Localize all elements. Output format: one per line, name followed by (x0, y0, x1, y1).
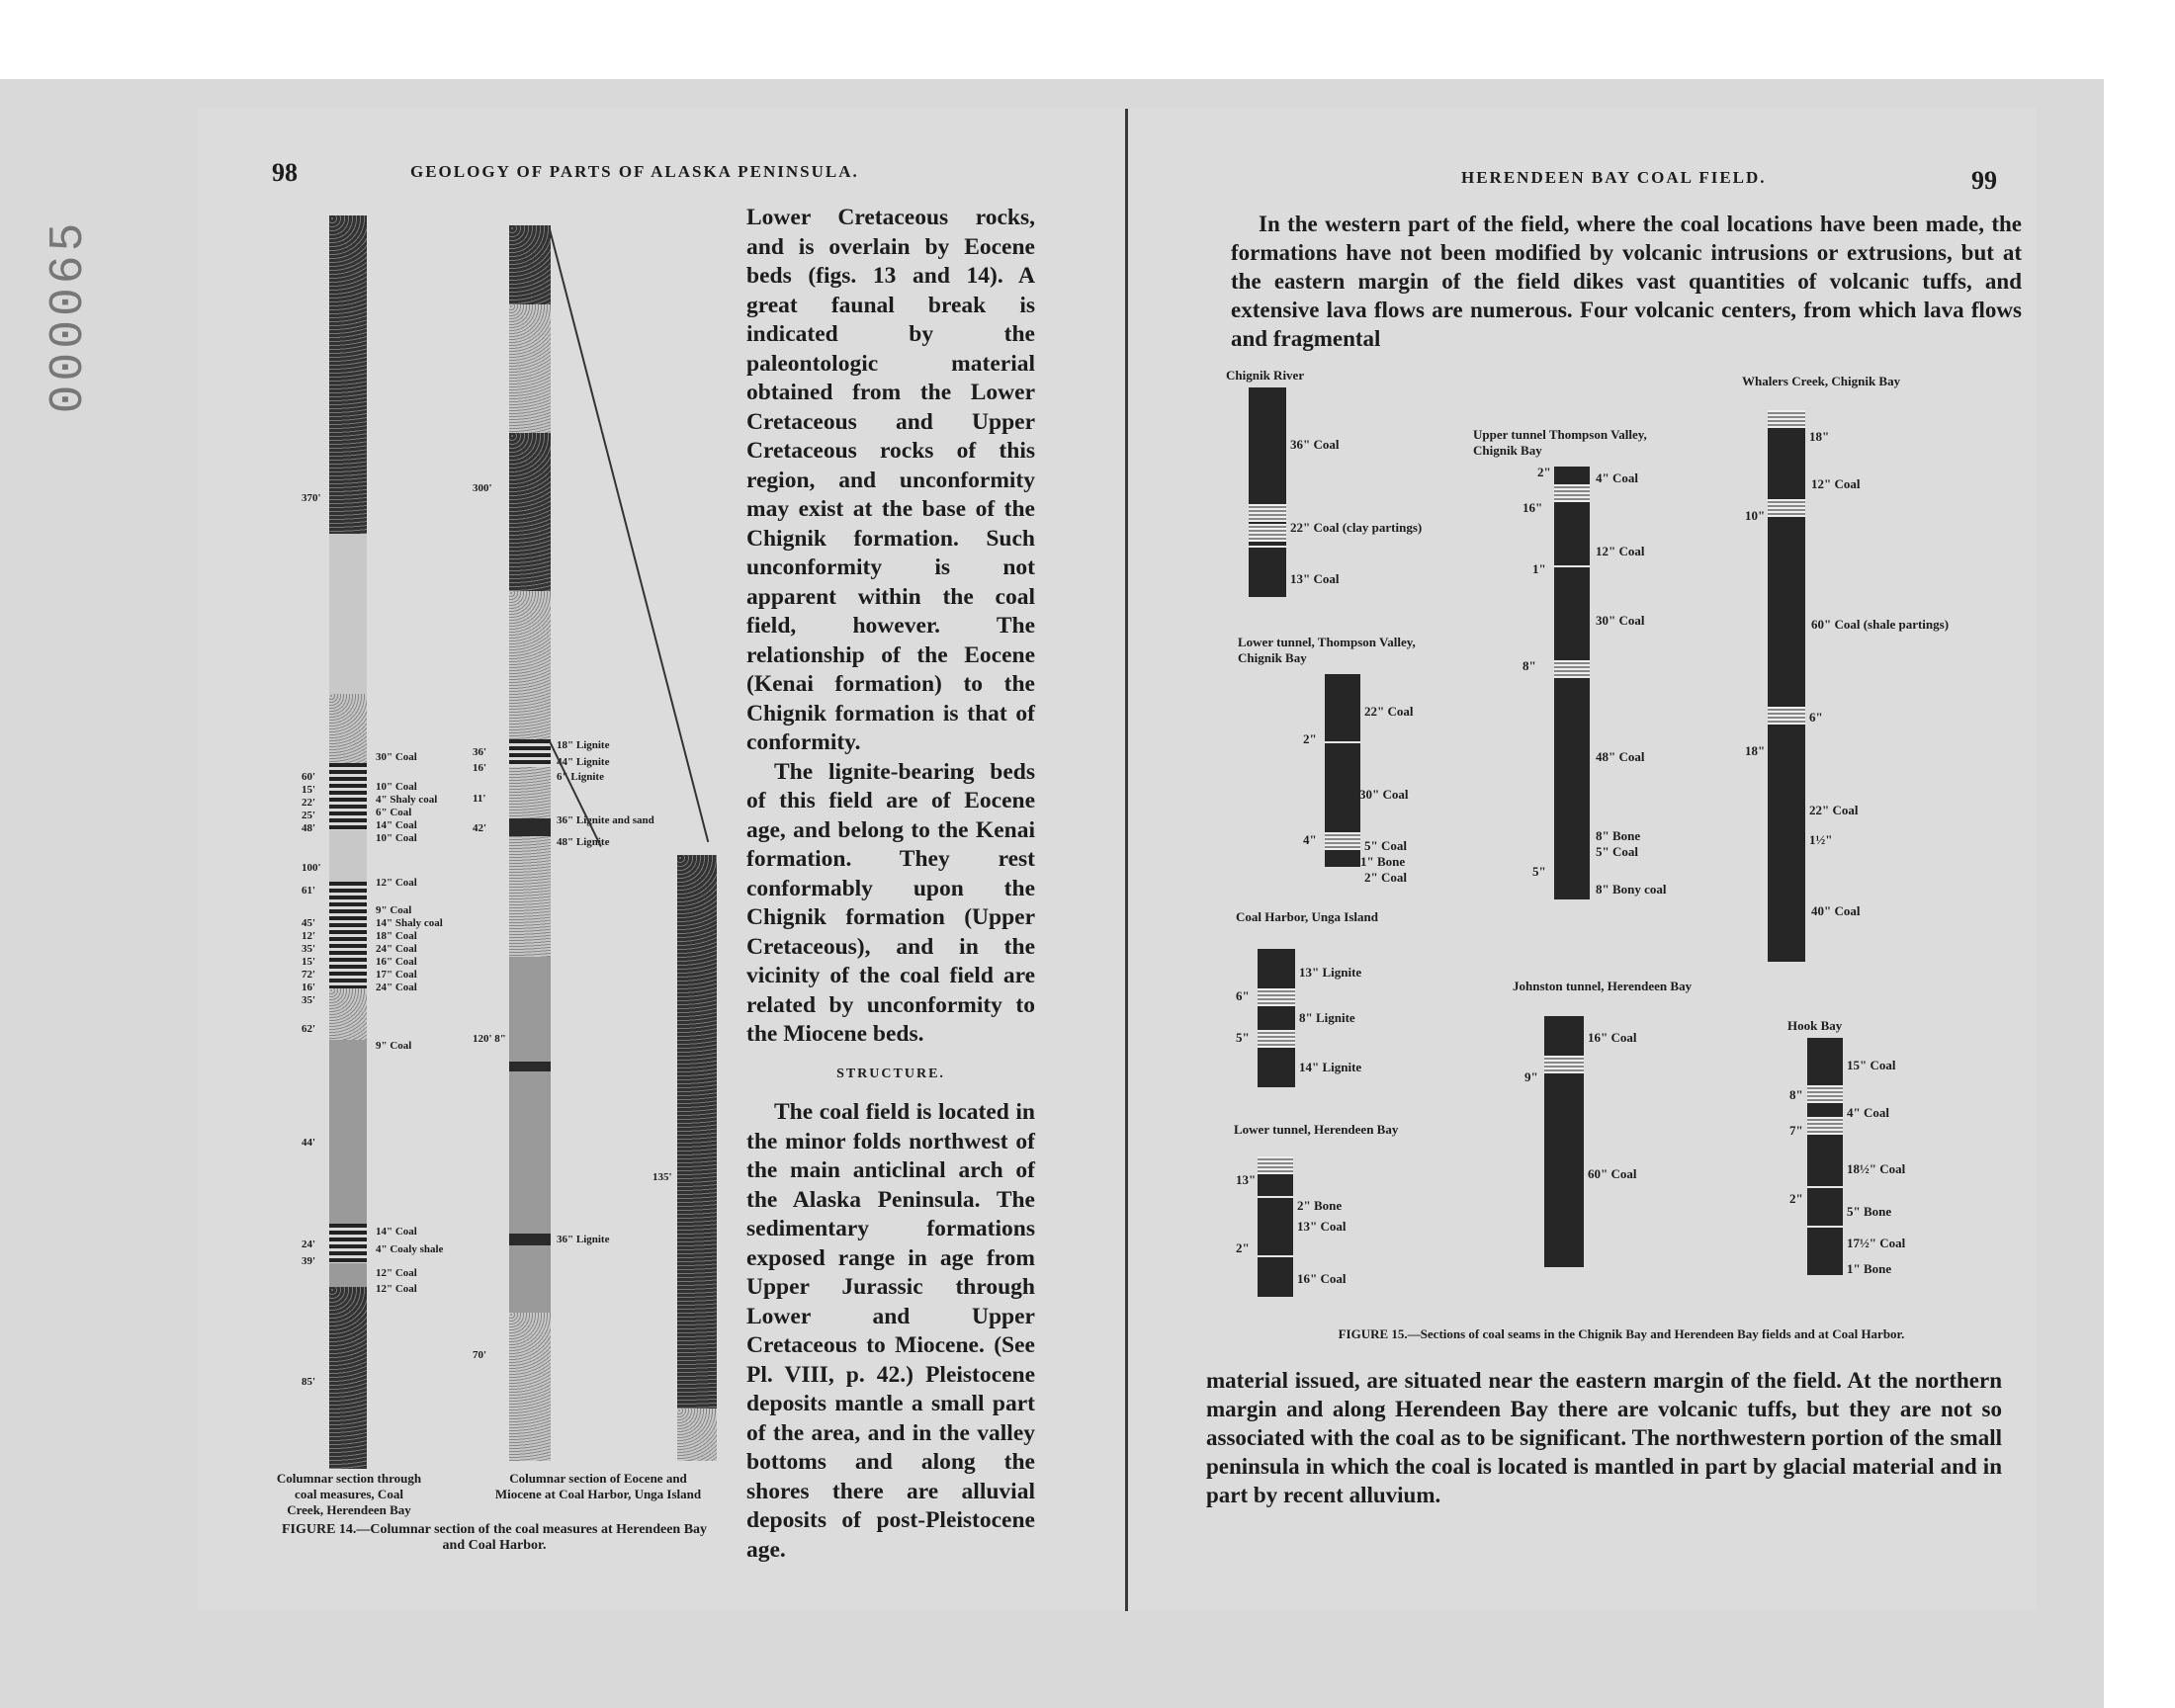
fig14-side-label: 12' (302, 930, 316, 942)
book-gutter (1125, 109, 1128, 1611)
fig14-col2-lignite (509, 1062, 551, 1071)
fig14-side-label: 17" Coal (376, 969, 417, 981)
fig14-side-label: 15' (302, 784, 316, 796)
left-page-number: 98 (272, 158, 298, 187)
fig15-coal-column (1554, 467, 1590, 899)
fig15-seam-label: 60" Coal (1588, 1166, 1637, 1181)
fig14-side-label: 44' (302, 1137, 316, 1149)
fig15-parting-band (1544, 1056, 1584, 1073)
fig15-seam-label: 16" Coal (1297, 1271, 1347, 1286)
fig15-seam-label: 15" Coal (1847, 1058, 1896, 1072)
fig14-side-label: 10" Coal (376, 832, 417, 844)
structure-heading: STRUCTURE. (836, 1066, 945, 1081)
fig15-seam-label: 16" Coal (1588, 1030, 1637, 1045)
fig15-parting-line (1554, 565, 1590, 567)
fig15-section-title: Lower tunnel, Herendeen Bay (1234, 1122, 1399, 1137)
fig14-side-label: 16' (473, 762, 487, 774)
fig15-seam-label: 5" Bone (1847, 1204, 1892, 1219)
fig14-side-label: 24" Coal (376, 943, 417, 955)
fig15-coal-column (1544, 1016, 1584, 1267)
fig15-seam-label: 30" Coal (1596, 613, 1645, 628)
fig14-side-label: 35' (302, 994, 316, 1006)
fig15-seam-label: 40" Coal (1811, 903, 1861, 918)
fig14-side-label: 30" Coal (376, 751, 417, 763)
fig14-side-label: 14" Shaly coal (376, 917, 443, 929)
fig15-seam-label: 22" Coal (1809, 803, 1859, 817)
right-page-number: 99 (1971, 166, 1997, 195)
fig14-side-label: 14" Coal (376, 819, 417, 831)
fig14-side-label: 85' (302, 1376, 316, 1388)
fig15-seam-label: 5" Coal (1364, 838, 1407, 853)
right-paragraph-bottom: material issued, are situated near the eastern margin of the field. At the northern margin and along Herendeen Bay there are volcanic tuffs, but they are not so associated with the coal as to be significant. The northwestern portion of the small peninsula in which the coal is located is mantled in part by glacial material and in part by recent alluvium. (1206, 1368, 2002, 1507)
fig15-seam-label: 1½" (1809, 832, 1833, 847)
fig14-side-label: 9" Coal (376, 904, 412, 916)
fig15-seam-label: 1" Bone (1360, 854, 1406, 869)
fig15-seam-label: 8" Bony coal (1596, 882, 1667, 897)
right-paragraph-top: In the western part of the field, where the coal locations have been made, the formations have not been modified by volcanic intrusions or extrusions, but at the eastern margin of the field dikes vast quantities of volcanic tuffs, and extensive lava flows are numerous. Four volcanic centers, from which lava flows and fragmental (1231, 212, 2022, 351)
fig14-side-label: 6" Lignite (557, 771, 604, 783)
fig14-side-label: 25' (302, 810, 316, 821)
fig15-section-title: Lower tunnel, Thompson Valley, Chignik Bay (1238, 635, 1416, 665)
fig15-parting-line (1249, 546, 1286, 548)
fig14-side-label: 12" Coal (376, 877, 417, 889)
fig15-section-title: Johnston tunnel, Herendeen Bay (1513, 979, 1693, 993)
fig15-seam-label: 4" Coal (1847, 1105, 1889, 1120)
fig15-parting-band (1258, 988, 1295, 1006)
fig15-parting-line (1807, 1186, 1843, 1188)
fig15-seam-label: 22" Coal (clay partings) (1290, 520, 1423, 535)
fig14-col2-unit (509, 225, 551, 304)
fig15-coal-column (1325, 674, 1360, 867)
fig15-seam-label: 36" Coal (1290, 437, 1340, 452)
fig14-side-label: 4" Shaly coal (376, 794, 438, 806)
fig15-seam-label: 8" (1522, 658, 1536, 673)
fig14-col2-caption: Columnar section of Eocene and Miocene at Coal Harbor, Unga Island (494, 1471, 702, 1501)
fig15-seam-label: 4" (1303, 832, 1317, 847)
fig14-side-label: 18" Lignite (557, 739, 610, 751)
fig14-side-label: 6" Coal (376, 807, 412, 818)
fig14-side-label: 45' (302, 917, 316, 929)
fig15-coal-column (1258, 1156, 1293, 1297)
fig14-side-label: 12" Coal (376, 1267, 417, 1279)
fig15-parting-band (1258, 1156, 1293, 1174)
fig15-seam-label: 60" Coal (shale partings) (1811, 617, 1950, 632)
fig14-col3-unit (677, 1409, 717, 1461)
fig15-coal-column (1249, 387, 1286, 597)
right-body-top (1231, 210, 2022, 353)
fig15-seam-label: 13" Lignite (1299, 965, 1362, 980)
fig15-seam-label: 13" Coal (1297, 1219, 1347, 1234)
fig15-parting-line (1325, 741, 1360, 743)
fig15-parting-line (1807, 1226, 1843, 1228)
fig14-col2-unit (509, 957, 551, 1313)
fig15-seam-label: 2" (1537, 465, 1551, 479)
fig14-col1-coal-group (329, 763, 367, 830)
fig14-side-label: 22' (302, 797, 316, 809)
fig14-side-label: 70' (473, 1349, 487, 1361)
fig15-seam-label: 22" Coal (1364, 704, 1414, 719)
fig14-column-2 (509, 225, 551, 1461)
fig15-parting-line (1258, 1196, 1293, 1198)
fig14-col2-lignite (509, 1234, 551, 1245)
fig15-seam-label: 5" (1236, 1030, 1250, 1045)
fig14-side-label: 16" Coal (376, 956, 417, 968)
fig14-side-label: 72' (302, 969, 316, 981)
fig14-side-label: 36" Lignite and sand (557, 814, 654, 826)
fig15-seam-label: 6" (1809, 710, 1823, 725)
fig15-coal-column (1258, 949, 1295, 1087)
fig14-column-3 (677, 855, 717, 1461)
fig14-side-label: 24' (302, 1238, 316, 1250)
fig15-seam-label: 12" Coal (1596, 544, 1645, 558)
fig14-col1-unit (329, 215, 367, 534)
fig14-col1-unit (329, 1287, 367, 1469)
fig15-seam-label: 8" Bone (1596, 828, 1641, 843)
fig14-side-label: 44" Lignite (557, 756, 610, 768)
fig14-side-label: 14" Coal (376, 1226, 417, 1238)
fig14-side-label: 4" Coaly shale (376, 1243, 444, 1255)
fig14-col1-caption: Columnar section through coal measures, Coal Creek, Herendeen Bay (276, 1471, 422, 1517)
fig14-col1-coal-group (329, 1224, 367, 1263)
fig14-side-label: 10" Coal (376, 781, 417, 793)
fig14-side-label: 48' (302, 822, 316, 834)
fig14-side-label: 100' (302, 862, 321, 874)
fig15-parting-band (1554, 660, 1590, 678)
fig14-col1-coal-group (329, 882, 367, 988)
fig15-parting-band (1554, 484, 1590, 502)
left-paragraph-1: Lower Cretaceous rocks, and is overlain by Eocene beds (figs. 13 and 14). A great faunal break is indicated by the paleontologic material obtained from the Lower Cretaceous and Upper Cretaceous rocks of this region, and unconformity may exist at the base of the Chignik formation. Such unconformity is not apparent within the coal field, however. The relationship of the Eocene (Kenai formation) to the Chignik formation is that of conformity. (746, 205, 1035, 755)
fig15-section-title: Upper tunnel Thompson Valley, Chignik Bay (1473, 427, 1647, 458)
fig15-seam-label: 14" Lignite (1299, 1060, 1362, 1074)
fig15-parting-band (1249, 524, 1286, 542)
fig14-column-1 (329, 215, 367, 1469)
fig15-parting-band (1768, 499, 1805, 517)
left-paragraph-3: The coal field is located in the minor folds northwest of the main anticlinal arch of the Alaska Peninsula. The sedimentary formations exposed range in age from Upper Jurassic through Lower and Upper Cretaceous to Miocene. (See Pl. VIII, p. 42.) Pleistocene deposits mantle a small part of the area, and in the valley bottoms and along the shores there are alluvial deposits of post-Pleistocene age. (746, 1099, 1035, 1563)
fig15-seam-label: 16" (1522, 500, 1543, 515)
right-body-bottom (1206, 1366, 2002, 1509)
fig15-seam-label: 2" Bone (1297, 1198, 1343, 1213)
fig15-parting-band (1249, 504, 1286, 522)
fig15-seam-label: 1" Bone (1847, 1261, 1892, 1276)
left-running-head: GEOLOGY OF PARTS OF ALASKA PENINSULA. (410, 162, 859, 181)
fig14-side-label: 39' (302, 1255, 316, 1267)
fig14-side-label: 16' (302, 982, 316, 993)
fig15-section-title: Coal Harbor, Unga Island (1236, 909, 1378, 924)
fig15-seam-label: 2" (1789, 1191, 1803, 1206)
fig15-seam-label: 5" Coal (1596, 844, 1638, 859)
fig15-seam-label: 13" (1236, 1172, 1257, 1187)
fig15-seam-label: 30" Coal (1359, 787, 1409, 802)
fig14-side-label: 62' (302, 1023, 316, 1035)
fig15-seam-label: 10" (1745, 508, 1766, 523)
fig15-seam-label: 13" Coal (1290, 571, 1340, 586)
fig15-section-title: Whalers Creek, Chignik Bay (1742, 374, 1901, 388)
fig15-seam-label: 7" (1789, 1123, 1803, 1138)
fig14-col3-label: 135' (652, 1171, 672, 1183)
fig14-col2-unit (509, 304, 551, 433)
fig14-side-label: 61' (302, 885, 316, 897)
fig15-parting-band (1807, 1117, 1843, 1135)
fig14-col2-unit (509, 591, 551, 957)
fig15-seam-label: 1" (1532, 561, 1546, 576)
fig15-seam-label: 9" (1524, 1069, 1538, 1084)
fig14-side-label: 370' (302, 492, 321, 504)
fig15-coal-column (1768, 410, 1805, 962)
fig15-seam-label: 6" (1236, 988, 1250, 1003)
fig14-col2-unit (509, 1313, 551, 1461)
left-body-text (746, 204, 1035, 1565)
fig14-side-label: 48" Lignite (557, 836, 610, 848)
fig15-seam-label: 8" Lignite (1299, 1010, 1355, 1025)
fig15-parting-band (1325, 832, 1360, 850)
fig14-col1-unit (329, 694, 367, 763)
fig15-seam-label: 5" (1532, 864, 1546, 879)
fig15-seam-label: 2" (1303, 731, 1317, 746)
fig14-col1-unit (329, 534, 367, 694)
fig14-side-label: 18" Coal (376, 930, 417, 942)
fig14-side-label: 120' 8" (473, 1033, 506, 1045)
right-running-head: HERENDEEN BAY COAL FIELD. (1461, 168, 1767, 187)
fig14-side-label: 36' (473, 746, 487, 758)
stamp-number: 000065 (43, 218, 96, 414)
fig14-side-label: 12" Coal (376, 1283, 417, 1295)
fig15-seam-label: 2" (1236, 1240, 1250, 1255)
fig15-parting-band (1768, 707, 1805, 725)
fig15-section-title: Hook Bay (1787, 1018, 1843, 1033)
fig14-col1-unit (329, 830, 367, 882)
fig14-side-label: 11' (473, 793, 486, 805)
fig14-side-label: 42' (473, 822, 487, 834)
fig14-col3-unit (677, 855, 717, 1409)
fig14-side-label: 300' (473, 482, 492, 494)
left-paragraph-2: The lignite-bearing beds of this field are of Eocene age, and belong to the Kenai formation. They rest conformably upon the Chignik formation (Upper Cretaceous), and in the vicinity of the coal field are related by unconformity to the Miocene beds. (746, 758, 1035, 1047)
fig15-parting-band (1768, 410, 1805, 428)
figure-15-caption: FIGURE 15.—Sections of coal seams in the Chignik Bay and Herendeen Bay fields and at Coal Harbor. (1338, 1326, 1905, 1341)
fig15-section-title: Chignik River (1226, 368, 1305, 383)
fig15-seam-label: 18½" Coal (1847, 1161, 1906, 1176)
fig14-side-label: 9" Coal (376, 1040, 412, 1052)
fig14-side-label: 24" Coal (376, 982, 417, 993)
fig15-parting-band (1258, 1030, 1295, 1048)
figure-14-caption: FIGURE 14.—Columnar section of the coal measures at Herendeen Bay and Coal Harbor. (281, 1522, 708, 1553)
fig15-seam-label: 18" (1745, 743, 1766, 758)
page-stamp (30, 203, 109, 430)
fig15-parting-line (1258, 1255, 1293, 1257)
fig15-seam-label: 8" (1789, 1087, 1803, 1102)
fig15-seam-label: 18" (1809, 429, 1830, 444)
fig14-col2-unit (509, 433, 551, 591)
fig15-seam-label: 12" Coal (1811, 476, 1861, 491)
fig14-col2-lignite (509, 739, 551, 767)
fig15-seam-label: 48" Coal (1596, 749, 1645, 764)
fig14-side-label: 35' (302, 943, 316, 955)
fig15-seam-label: 2" Coal (1364, 870, 1407, 885)
fig15-seam-label: 17½" Coal (1847, 1236, 1906, 1250)
fig15-seam-label: 4" Coal (1596, 470, 1638, 485)
fig14-side-label: 60' (302, 771, 316, 783)
fig15-parting-band (1807, 1085, 1843, 1103)
fig14-side-label: 36" Lignite (557, 1234, 610, 1245)
fig15-coal-column (1807, 1038, 1843, 1275)
fig14-col1-unit (329, 988, 367, 1040)
fig14-side-label: 15' (302, 956, 316, 968)
fig14-col2-lignite (509, 818, 551, 836)
